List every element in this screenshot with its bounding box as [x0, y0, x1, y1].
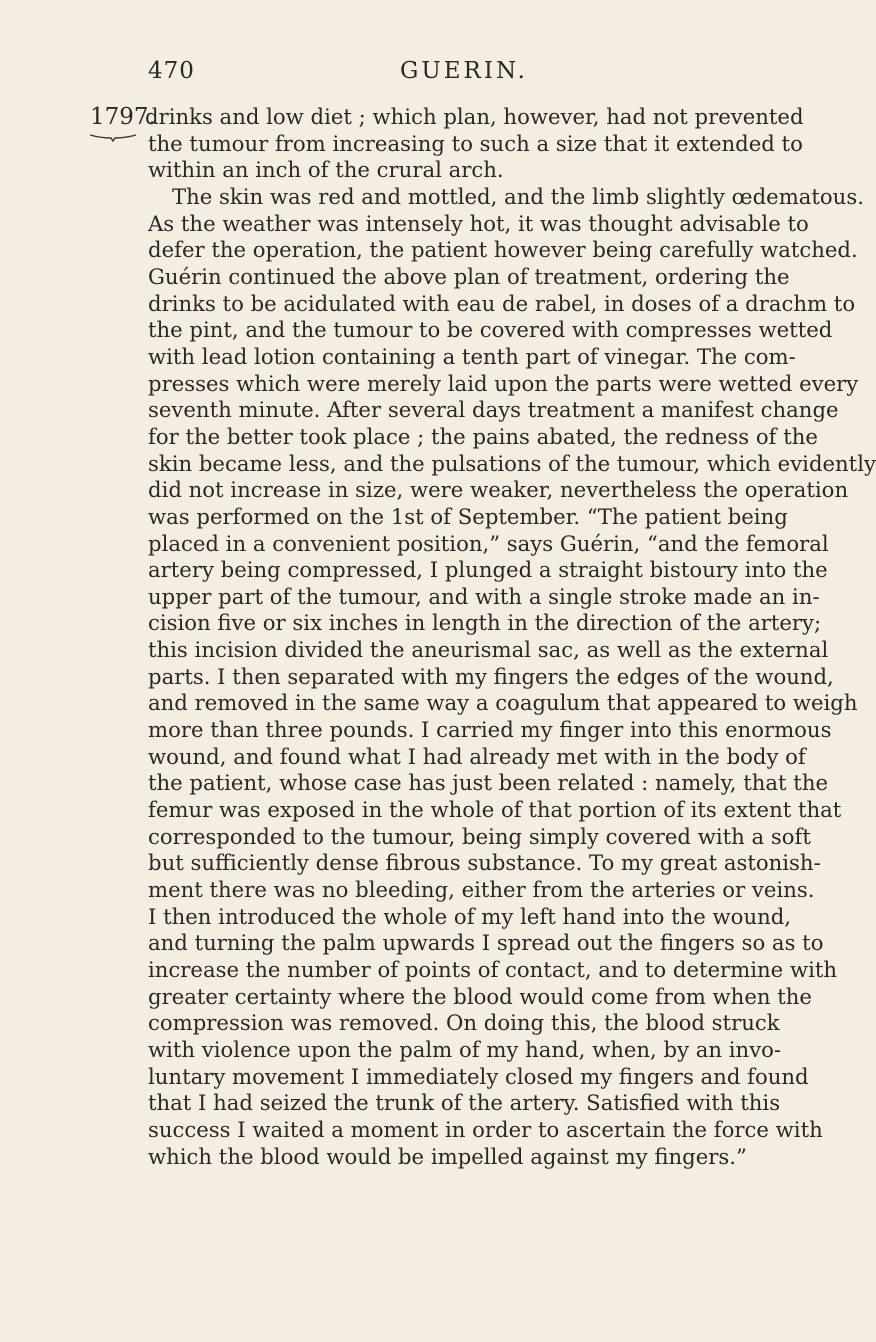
text-line: I then introduced the whole of my left hand into the wound,: [148, 903, 792, 929]
text-line: but sufficiently dense fibrous substance. To my great astonish-: [148, 850, 821, 876]
text-line: the patient, whose case has just been related : namely, that the: [148, 770, 829, 796]
text-line: drinks and low diet ; which plan, however, had not prevented: [145, 104, 804, 129]
text-line: success I waited a moment in order to ascertain the force with: [148, 1116, 823, 1142]
text-line: for the better took place ; the pains abated, the redness of the: [148, 423, 818, 449]
running-head: GUERIN.: [400, 58, 528, 84]
text-line: upper part of the tumour, and with a single stroke made an in-: [148, 583, 820, 609]
text-line: drinks to be acidulated with eau de rabel, in doses of a drachm to: [148, 290, 856, 316]
text-line: greater certainty where the blood would come from when the: [148, 983, 812, 1009]
text-line: presses which were merely laid upon the parts were wetted every: [148, 370, 859, 396]
text-line: The skin was red and mottled, and the limb slightly œdematous.: [172, 183, 864, 209]
text-line: within an inch of the crural arch.: [148, 157, 504, 183]
text-line: more than three pounds. I carried my finger into this enormous: [148, 717, 832, 743]
text-line: this incision divided the aneurismal sac, as well as the external: [148, 637, 829, 663]
text-line: the tumour from increasing to such a size that it extended to: [148, 130, 803, 156]
text-line: artery being compressed, I plunged a straight bistoury into the: [148, 557, 828, 583]
text-line: with lead lotion containing a tenth part of vinegar. The com-: [148, 343, 796, 369]
page-header: [0, 58, 800, 88]
text-line: compression was removed. On doing this, the blood struck: [148, 1010, 780, 1036]
text-line: skin became less, and the pulsations of the tumour, which evidently: [148, 450, 876, 476]
page-number: 470: [148, 58, 195, 84]
text-line: As the weather was intensely hot, it was thought advisable to: [148, 210, 809, 236]
text-line: the pint, and the tumour to be covered with compresses wetted: [148, 317, 833, 343]
text-line: defer the operation, the patient however being carefully watched.: [148, 237, 858, 263]
text-line: ment there was no bleeding, either from the arteries or veins.: [148, 877, 815, 903]
text-line: cision five or six inches in length in the direction of the artery;: [148, 610, 822, 636]
text-line: parts. I then separated with my fingers the edges of the wound,: [148, 663, 834, 689]
text-line: and removed in the same way a coagulum that appeared to weigh: [148, 690, 858, 716]
text-line: with violence upon the palm of my hand, when, by an invo-: [148, 1036, 782, 1062]
text-line: did not increase in size, were weaker, nevertheless the operation: [148, 477, 849, 503]
body-text: [145, 104, 876, 1170]
text-line: increase the number of points of contact, and to determine with: [148, 957, 838, 982]
text-line: corresponded to the tumour, being simply covered with a soft: [148, 823, 811, 849]
text-line: placed in a convenient position,” says Guérin, “and the femoral: [148, 530, 829, 556]
text-line: which the blood would be impelled against my fingers.”: [148, 1143, 747, 1169]
text-line: was performed on the 1st of September. “The patient being: [148, 503, 788, 529]
text-line: femur was exposed in the whole of that portion of its extent that: [148, 797, 842, 823]
text-line: wound, and found what I had already met with in the body of: [148, 743, 806, 769]
text-line: seventh minute. After several days treatment a manifest change: [148, 397, 839, 423]
text-line: and turning the palm upwards I spread out the fingers so as to: [148, 930, 824, 956]
margin-brace-mark: [89, 132, 137, 142]
margin-year-note: 1797.: [90, 104, 156, 130]
text-line: Guérin continued the above plan of treatment, ordering the: [148, 263, 790, 289]
text-line: that I had seized the trunk of the artery. Satisfied with this: [148, 1090, 781, 1116]
text-line: luntary movement I immediately closed my fingers and found: [148, 1063, 809, 1089]
